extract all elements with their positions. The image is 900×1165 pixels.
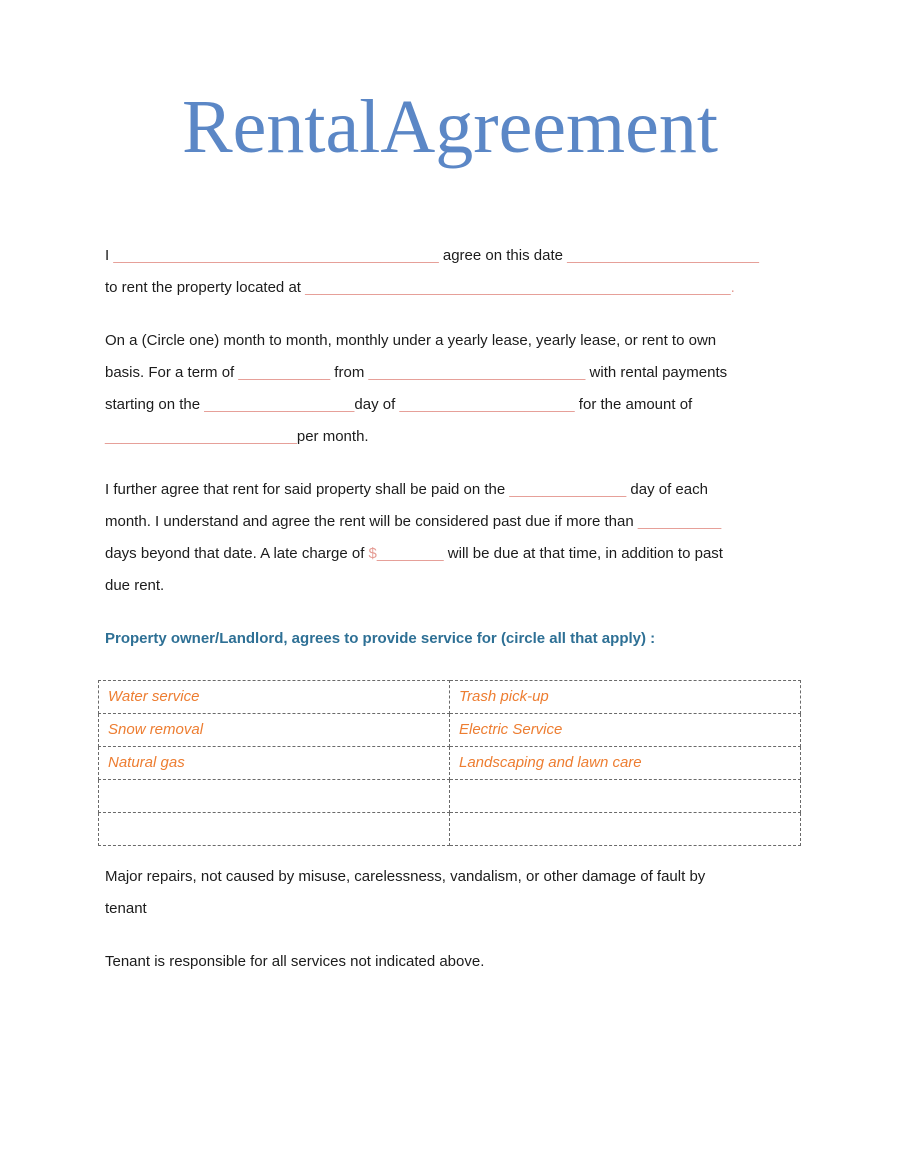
text-run: will be due at that time, in addition to past <box>443 545 723 563</box>
fill-in-blank[interactable]: _______________________ <box>105 428 297 446</box>
text-run: tenant <box>105 900 147 918</box>
service-row <box>99 714 801 747</box>
text-line <box>105 272 810 304</box>
paragraph-opening <box>105 240 810 304</box>
text-line <box>105 240 810 272</box>
fill-in-blank[interactable]: ___________ <box>238 364 331 382</box>
text-run: for the amount of <box>574 396 693 414</box>
fill-in-blank[interactable]: . <box>730 279 735 297</box>
services-heading: Property owner/Landlord, agrees to provide service for (circle all that apply) : <box>105 630 656 648</box>
text-run: Major repairs, not caused by misuse, carelessness, vandalism, or other damage of fault by <box>105 868 706 886</box>
text-line <box>105 861 810 893</box>
service-cell[interactable]: Water service <box>99 681 450 714</box>
service-cell[interactable]: Landscaping and lawn care <box>450 747 801 780</box>
text-run: On a (Circle one) month to month, monthly under a yearly lease, yearly lease, or rent to own <box>105 332 717 350</box>
fill-in-blank[interactable]: _____________________ <box>399 396 575 414</box>
service-cell[interactable]: Snow removal <box>99 714 450 747</box>
text-run: due rent. <box>105 577 165 595</box>
fill-in-blank[interactable]: _______________________ <box>567 247 760 265</box>
text-line <box>105 538 810 570</box>
service-row <box>99 780 801 813</box>
fill-in-blank[interactable]: __________________ <box>204 396 355 414</box>
text-line <box>105 389 810 421</box>
text-run: from <box>330 364 369 382</box>
fill-in-blank[interactable]: __________ <box>637 513 722 531</box>
service-cell-empty[interactable] <box>450 780 801 813</box>
service-row <box>99 813 801 846</box>
service-cell[interactable]: Natural gas <box>99 747 450 780</box>
text-line <box>105 357 810 389</box>
text-run: per month. <box>296 428 369 446</box>
text-line <box>105 421 810 453</box>
text-run: Tenant is responsible for all services not indicated above. <box>105 953 485 971</box>
text-run: with rental payments <box>585 364 728 382</box>
paragraph-tenant-responsibility <box>105 946 810 978</box>
text-line <box>105 893 810 925</box>
text-line <box>105 570 810 602</box>
text-run: to rent the property located at <box>105 279 306 297</box>
services-table <box>98 680 801 846</box>
service-row <box>99 681 801 714</box>
paragraph-term <box>105 325 810 453</box>
service-cell[interactable]: Trash pick-up <box>450 681 801 714</box>
fill-in-blank[interactable]: __________________________ <box>368 364 586 382</box>
text-run: month. I understand and agree the rent will be considered past due if more than <box>105 513 638 531</box>
document-title: RentalAgreement <box>181 85 718 169</box>
text-run: agree on this date <box>438 247 568 265</box>
text-line <box>105 946 810 978</box>
paragraph-rent-due-late-charge <box>105 474 810 602</box>
service-cell-empty[interactable] <box>450 813 801 846</box>
fill-in-blank[interactable]: _______________________________________ <box>113 247 439 265</box>
text-run: day of <box>354 396 400 414</box>
fill-in-blank[interactable]: $________ <box>368 545 444 563</box>
fill-in-blank[interactable]: ______________ <box>509 481 627 499</box>
services-table-body <box>99 681 801 846</box>
text-run: day of each <box>626 481 708 499</box>
service-cell-empty[interactable] <box>99 813 450 846</box>
service-row <box>99 747 801 780</box>
text-run: basis. For a term of <box>105 364 239 382</box>
fill-in-blank[interactable]: ___________________________________________________ <box>305 279 731 297</box>
document-body <box>105 240 810 978</box>
text-run: I <box>105 247 114 265</box>
text-run: days beyond that date. A late charge of <box>105 545 369 563</box>
text-run: I further agree that rent for said property shall be paid on the <box>105 481 510 499</box>
text-line <box>105 325 810 357</box>
service-cell[interactable]: Electric Service <box>450 714 801 747</box>
text-line <box>105 474 810 506</box>
paragraph-major-repairs <box>105 861 810 925</box>
text-run: starting on the <box>105 396 205 414</box>
service-cell-empty[interactable] <box>99 780 450 813</box>
text-line <box>105 506 810 538</box>
